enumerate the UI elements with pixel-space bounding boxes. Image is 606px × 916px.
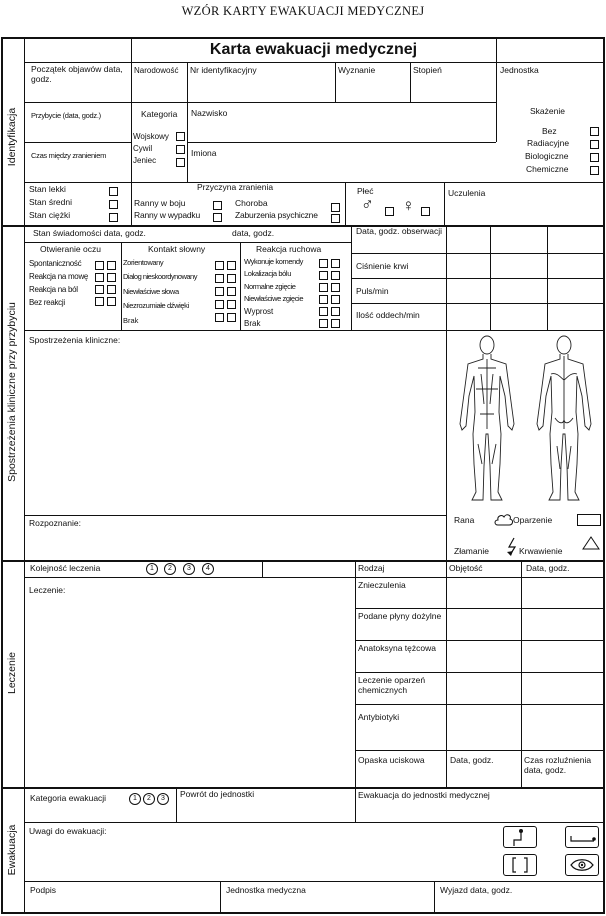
injury-cause-label: Przyczyna zranienia bbox=[197, 182, 274, 192]
motor-checkbox-6a[interactable] bbox=[319, 319, 328, 328]
eyes-checkbox-1b[interactable] bbox=[107, 261, 116, 270]
motor-item-none: Brak bbox=[244, 319, 261, 328]
cause-psychiatric-checkbox[interactable] bbox=[331, 214, 340, 223]
motor-checkbox-4a[interactable] bbox=[319, 295, 328, 304]
motor-checkbox-3a[interactable] bbox=[319, 283, 328, 292]
nationality-label: Narodowość bbox=[134, 66, 179, 75]
verbal-item-oriented: Zorientowany bbox=[123, 258, 164, 267]
female-icon: ♀ bbox=[402, 196, 415, 215]
contamination-chemical-label: Chemiczne bbox=[526, 164, 569, 174]
contamination-chemical-checkbox[interactable] bbox=[590, 166, 599, 175]
signature-label: Podpis bbox=[30, 885, 56, 895]
state-severe-label: Stan ciężki bbox=[29, 210, 71, 220]
eyes-item-speech: Reakcja na mowę bbox=[29, 272, 89, 281]
treatment-order-label: Kolejność leczenia bbox=[30, 563, 101, 573]
motor-checkbox-6b[interactable] bbox=[331, 319, 340, 328]
cause-illness-label: Choroba bbox=[235, 198, 268, 208]
verbal-checkbox-2a[interactable] bbox=[215, 274, 224, 283]
verbal-checkbox-5a[interactable] bbox=[215, 313, 224, 322]
treatment-datetime-header: Data, godz. bbox=[526, 563, 570, 573]
verbal-checkbox-1a[interactable] bbox=[215, 261, 224, 270]
pow-label: Jeniec bbox=[133, 156, 157, 165]
treatment-type-header: Rodzaj bbox=[358, 563, 385, 573]
treatment-volume-header: Objętość bbox=[449, 563, 483, 573]
tourniquet-time-label: Data, godz. bbox=[450, 755, 494, 765]
verbal-checkbox-3b[interactable] bbox=[227, 287, 236, 296]
contamination-biological-checkbox[interactable] bbox=[590, 153, 599, 162]
bleeding-arrow-icon bbox=[506, 537, 520, 557]
treatment-item-antibiotics: Antybiotyki bbox=[358, 712, 400, 722]
state-medium-checkbox[interactable] bbox=[109, 200, 118, 209]
treatment-item-chemical-burns: Leczenie oparzeń chemicznych bbox=[358, 675, 426, 695]
triangle-icon bbox=[582, 536, 600, 550]
motor-item-commands: Wykonuje komendy bbox=[244, 257, 303, 266]
unit-label: Jednostka bbox=[500, 65, 539, 75]
motor-checkbox-1a[interactable] bbox=[319, 259, 328, 268]
contamination-none-label: Bez bbox=[542, 126, 557, 136]
religion-label: Wyznanie bbox=[338, 65, 376, 75]
eyes-checkbox-4b[interactable] bbox=[107, 297, 116, 306]
motor-checkbox-2a[interactable] bbox=[319, 271, 328, 280]
evac-category-1[interactable]: 1 bbox=[129, 793, 141, 805]
rank-label: Stopień bbox=[413, 65, 442, 75]
section-label-clinical: Spostrzeżenia kliniczne przy przybyciu bbox=[6, 302, 18, 482]
medical-unit-label: Jednostka medyczna bbox=[226, 885, 306, 895]
treatment-order-1[interactable]: 1 bbox=[146, 563, 158, 575]
breaths-label: Ilość oddech/min bbox=[356, 310, 420, 320]
findings-label: Spostrzeżenia kliniczne: bbox=[29, 335, 121, 345]
eyes-checkbox-1a[interactable] bbox=[95, 261, 104, 270]
body-diagram-back[interactable] bbox=[533, 334, 595, 504]
verbal-header: Kontakt słowny bbox=[148, 244, 206, 254]
legend-burn-label: Oparzenie bbox=[513, 515, 553, 525]
verbal-item-sounds: Niezrozumiałe dźwięki bbox=[123, 301, 189, 310]
treatment-order-4[interactable]: 4 bbox=[202, 563, 214, 575]
motor-checkbox-5b[interactable] bbox=[331, 307, 340, 316]
treatment-item-tetanus: Anatoksyna tężcowa bbox=[358, 643, 436, 653]
evac-mode-observation[interactable] bbox=[565, 854, 599, 876]
verbal-item-none: Brak bbox=[123, 316, 139, 325]
burn-rectangle-icon bbox=[577, 514, 601, 526]
time-since-injury-label: Czas między zranieniem bbox=[31, 151, 107, 160]
id-number-label: Nr identyfikacyjny bbox=[190, 65, 257, 75]
verbal-checkbox-3a[interactable] bbox=[215, 287, 224, 296]
verbal-checkbox-4b[interactable] bbox=[227, 300, 236, 309]
military-checkbox[interactable] bbox=[176, 132, 185, 141]
evac-mode-isolation[interactable] bbox=[503, 854, 537, 876]
verbal-item-words: Niewłaściwe słowa bbox=[123, 287, 179, 296]
motor-item-extension: Wyprost bbox=[244, 307, 274, 316]
contamination-radiation-label: Radiacyjne bbox=[527, 138, 570, 148]
cause-combat-checkbox[interactable] bbox=[213, 201, 222, 210]
verbal-checkbox-5b[interactable] bbox=[227, 313, 236, 322]
departure-time-label: Wyjazd data, godz. bbox=[440, 885, 513, 895]
treatment-item-iv-fluids: Podane płyny dożylne bbox=[358, 611, 442, 621]
evac-category-3[interactable]: 3 bbox=[157, 793, 169, 805]
eye-icon bbox=[566, 855, 598, 875]
treatment-item-anesthesia: Znieczulenia bbox=[358, 580, 406, 590]
cause-accident-checkbox[interactable] bbox=[213, 213, 222, 222]
pow-checkbox[interactable] bbox=[176, 158, 185, 167]
motor-checkbox-3b[interactable] bbox=[331, 283, 340, 292]
contamination-label: Skażenie bbox=[530, 106, 565, 116]
section-label-evacuation: Ewakuacja bbox=[6, 824, 18, 876]
motor-item-localizes: Lokalizacja bólu bbox=[244, 269, 291, 278]
tourniquet-label: Opaska uciskowa bbox=[358, 755, 425, 765]
consciousness-time-label: data, godz. bbox=[232, 228, 275, 238]
treatment-order-3[interactable]: 3 bbox=[183, 563, 195, 575]
cause-combat-label: Ranny w boju bbox=[134, 198, 186, 208]
legend-fracture-label: Złamanie bbox=[454, 546, 489, 556]
motor-item-normal-flexion: Normalne zgięcie bbox=[244, 282, 296, 291]
sex-male-checkbox[interactable] bbox=[385, 207, 394, 216]
section-label-treatment: Leczenie bbox=[6, 651, 18, 695]
body-diagram-front[interactable] bbox=[456, 334, 518, 504]
evac-category-2[interactable]: 2 bbox=[143, 793, 155, 805]
eyes-header: Otwieranie oczu bbox=[40, 244, 101, 254]
section-separator-evacuation bbox=[1, 787, 605, 789]
section-label-identification: Identyfikacja bbox=[6, 107, 18, 167]
state-medium-label: Stan średni bbox=[29, 197, 72, 207]
cause-illness-checkbox[interactable] bbox=[331, 203, 340, 212]
cause-accident-label: Ranny w wypadku bbox=[134, 210, 200, 220]
observation-time-label: Data, godz. obserwacji bbox=[356, 226, 442, 236]
diagnosis-label: Rozpoznanie: bbox=[29, 518, 81, 528]
eyes-item-spontaneous: Spontaniczność bbox=[29, 259, 82, 268]
eyes-checkbox-4a[interactable] bbox=[95, 297, 104, 306]
eyes-checkbox-3a[interactable] bbox=[95, 285, 104, 294]
contamination-radiation-checkbox[interactable] bbox=[590, 140, 599, 149]
evac-notes-text-area[interactable] bbox=[26, 838, 494, 880]
seated-patient-icon bbox=[504, 827, 536, 847]
category-label: Kategoria bbox=[141, 109, 178, 119]
consciousness-label: Stan świadomości data, godz. bbox=[33, 228, 146, 238]
loosening-time-label: Czas rozluźnienia data, godz. bbox=[524, 755, 592, 775]
motor-item-abnormal-flexion: Niewłaściwe zgięcie bbox=[244, 294, 304, 303]
section-separator-clinical bbox=[1, 225, 605, 227]
lying-patient-icon bbox=[566, 827, 598, 847]
sex-female-checkbox[interactable] bbox=[421, 207, 430, 216]
state-light-checkbox[interactable] bbox=[109, 187, 118, 196]
section-column-divider bbox=[24, 37, 25, 914]
names-label: Imiona bbox=[191, 148, 217, 158]
cause-psychiatric-label: Zaburzenia psychiczne bbox=[235, 210, 318, 220]
male-icon: ♂ bbox=[361, 195, 374, 214]
card-title: Karta ewakuacji medycznej bbox=[209, 41, 418, 58]
treatment-text-area[interactable] bbox=[26, 597, 353, 785]
state-severe-checkbox[interactable] bbox=[109, 213, 118, 222]
burn-cloud-icon bbox=[494, 513, 514, 527]
evac-mode-stretcher[interactable] bbox=[565, 826, 599, 848]
evac-to-med-unit-label: Ewakuacja do jednostki medycznej bbox=[358, 790, 490, 800]
motor-checkbox-2b[interactable] bbox=[331, 271, 340, 280]
sex-label: Płeć bbox=[357, 186, 374, 196]
verbal-checkbox-4a[interactable] bbox=[215, 300, 224, 309]
eyes-checkbox-2a[interactable] bbox=[95, 273, 104, 282]
eyes-item-pain: Reakcja na ból bbox=[29, 285, 78, 294]
diagnosis-text-area[interactable] bbox=[26, 531, 444, 559]
eyes-checkbox-3b[interactable] bbox=[107, 285, 116, 294]
verbal-checkbox-2b[interactable] bbox=[227, 274, 236, 283]
return-to-unit-label: Powrót do jednostki bbox=[180, 789, 255, 799]
civil-checkbox[interactable] bbox=[176, 145, 185, 154]
evac-category-label: Kategoria ewakuacji bbox=[30, 793, 107, 803]
page-top-title: WZÓR KARTY EWAKUACJI MEDYCZNEJ bbox=[181, 4, 425, 18]
arrival-label: Przybycie (data, godz.) bbox=[31, 111, 101, 120]
allergies-label: Uczulenia bbox=[448, 188, 486, 198]
treatment-label: Leczenie: bbox=[29, 585, 66, 595]
brackets-icon bbox=[504, 855, 536, 875]
blood-pressure-label: Ciśnienie krwi bbox=[356, 261, 409, 271]
contamination-none-checkbox[interactable] bbox=[590, 127, 599, 136]
surname-label: Nazwisko bbox=[191, 108, 228, 118]
onset-label: Początek objawów data, godz. bbox=[31, 64, 123, 84]
contamination-biological-label: Biologiczne bbox=[525, 151, 569, 161]
motor-checkbox-1b[interactable] bbox=[331, 259, 340, 268]
legend-bleeding-label: Krwawienie bbox=[519, 546, 563, 556]
civil-label: Cywil bbox=[133, 144, 153, 153]
motor-header: Reakcja ruchowa bbox=[256, 244, 322, 254]
findings-text-area[interactable] bbox=[26, 348, 444, 513]
motor-checkbox-4b[interactable] bbox=[331, 295, 340, 304]
pulse-label: Puls/min bbox=[356, 286, 389, 296]
eyes-item-none: Bez reakcji bbox=[29, 298, 65, 307]
military-label: Wojskowy bbox=[133, 132, 169, 141]
legend-wound-label: Rana bbox=[454, 515, 475, 525]
section-separator-treatment bbox=[1, 560, 605, 562]
verbal-checkbox-1b[interactable] bbox=[227, 261, 236, 270]
state-light-label: Stan lekki bbox=[29, 184, 66, 194]
treatment-order-2[interactable]: 2 bbox=[164, 563, 176, 575]
evac-notes-label: Uwagi do ewakuacji: bbox=[29, 826, 107, 836]
eyes-checkbox-2b[interactable] bbox=[107, 273, 116, 282]
verbal-item-confused: Dialog nieskoordynowany bbox=[123, 272, 197, 281]
motor-checkbox-5a[interactable] bbox=[319, 307, 328, 316]
evac-mode-walking[interactable] bbox=[503, 826, 537, 848]
